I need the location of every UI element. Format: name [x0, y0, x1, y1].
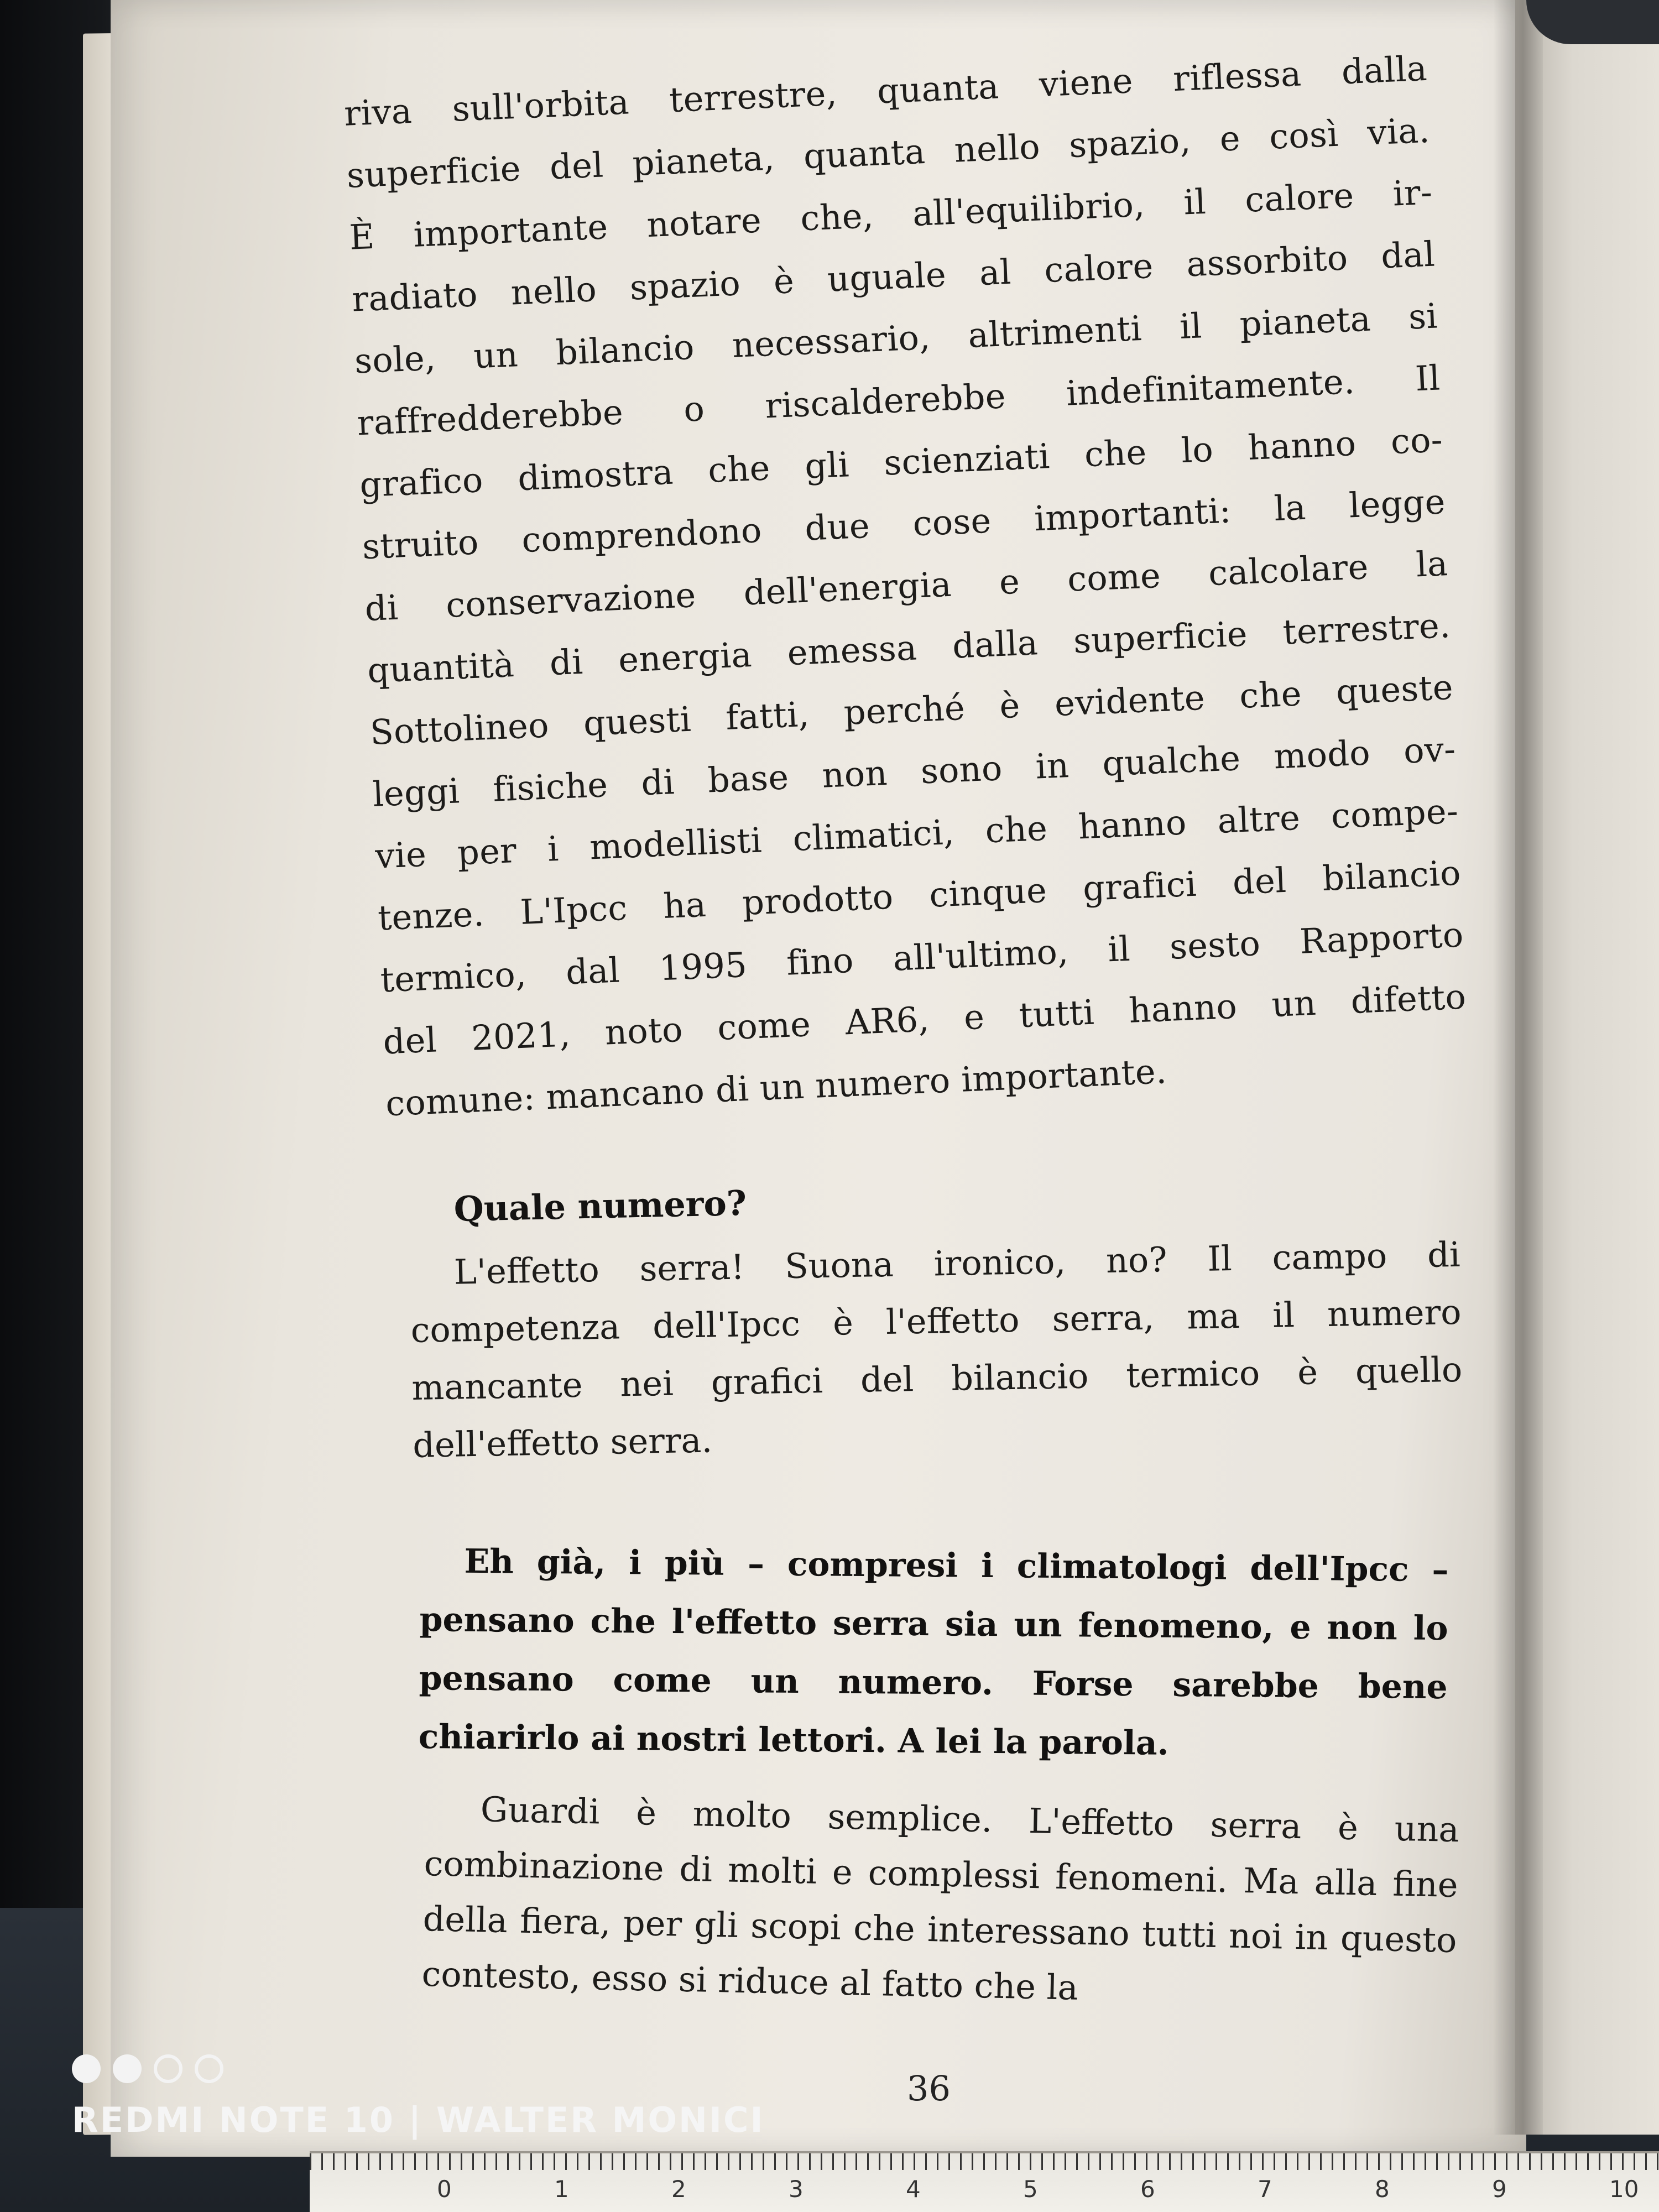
- paragraph-2: [409, 1226, 1464, 1474]
- interview-question: [418, 1532, 1449, 1775]
- paragraph-1-line: comune: mancano di un numero importante.: [384, 1051, 1168, 1124]
- paragraph-3: [421, 1781, 1460, 2023]
- paragraph-2-text: L'effetto serra! Suona ironico, no? Il campo di competenza dell'Ipcc è l'effetto serra, ma il numero mancante nei grafici del bilancio termico è quello dell'effetto serra.: [410, 1234, 1463, 1465]
- ruler-number: 0: [437, 2176, 452, 2203]
- page-number: 36: [907, 2068, 951, 2109]
- ruler-number: 7: [1258, 2176, 1272, 2203]
- paragraph-1-line: vie per i modellisti climatici, che hanno altre compe-: [374, 790, 1459, 877]
- ruler-number: 5: [1023, 2176, 1038, 2203]
- ruler-number: 4: [906, 2176, 921, 2203]
- filled-dot-icon: [72, 2054, 101, 2083]
- paragraph-1-line: struito comprendono due cose importanti: la legge: [361, 481, 1446, 567]
- paragraph-1-line: sole, un bilancio necessario, altrimenti il pianeta si: [353, 295, 1438, 382]
- filled-dot-icon: [113, 2054, 142, 2083]
- ruler-number: 8: [1375, 2176, 1390, 2203]
- camera-watermark: [72, 2054, 901, 2140]
- paragraph-1-line: leggi fisiche di base non sono in qualche modo ov-: [372, 728, 1457, 815]
- section-heading: Quale numero?: [453, 1182, 747, 1229]
- interview-question-text: Eh già, i più – compresi i climatologi dell'Ipcc – pensano che l'effetto serra sia un fenomeno, e non lo pensano come un numero. Forse sarebbe bene chiarirlo ai nostri lettori. A lei la parola.: [418, 1542, 1449, 1763]
- watermark-text: REDMI NOTE 10 | WALTER MONICI: [72, 2100, 765, 2140]
- page-gutter-shadow: [1493, 0, 1543, 2135]
- ruler-number: 3: [789, 2176, 804, 2203]
- ruler-number: 1: [554, 2176, 569, 2203]
- paragraph-1-line: termico, dal 1995 fino all'ultimo, il sesto Rapporto: [379, 914, 1464, 1000]
- paragraph-1-line: superficie del pianeta, quanta nello spazio, e così via.: [346, 109, 1431, 196]
- paragraph-1-line: È importante notare che, all'equilibrio, il calore ir-: [348, 171, 1433, 258]
- paragraph-1-line: Sottolineo questi fatti, perché è evidente che queste: [369, 666, 1454, 753]
- paragraph-1-line: raffredderebbe o riscalderebbe indefinitamente. Il: [356, 357, 1441, 444]
- paragraph-1-line: riva sull'orbita terrestre, quanta viene riflessa dalla: [343, 48, 1428, 134]
- paragraph-1-line: tenze. L'Ipcc ha prodotto cinque grafici del bilancio: [377, 852, 1462, 938]
- paragraph-1-line: radiato nello spazio è uguale al calore assorbito dal: [351, 233, 1436, 320]
- paragraph-1-line: di conservazione dell'energia e come calcolare la: [364, 543, 1449, 629]
- paragraph-3-text: Guardi è molto semplice. L'effetto serra è una combinazione di molti e complessi fenomeni. Ma alla fine della fiera, per gli scopi che interessano tutti noi in questo contesto, esso si riduce al fatto che la: [421, 1789, 1460, 2008]
- paragraph-1-line: del 2021, noto come AR6, e tutti hanno un difetto: [382, 976, 1467, 1062]
- paragraph-1: [343, 38, 1470, 1135]
- paragraph-1-line: grafico dimostra che gli scienziati che lo hanno co-: [358, 419, 1444, 505]
- empty-dot-icon: [154, 2054, 182, 2083]
- ruler-number: 2: [671, 2176, 686, 2203]
- ruler-number: 9: [1492, 2176, 1507, 2203]
- ruler-ticks: [310, 2153, 1659, 2170]
- paragraph-1-line: quantità di energia emessa dalla superficie terrestre.: [367, 605, 1452, 691]
- ruler-number: 6: [1140, 2176, 1155, 2203]
- empty-dot-icon: [195, 2054, 223, 2083]
- watermark-dots: [72, 2054, 901, 2083]
- ruler: [310, 2151, 1659, 2212]
- ruler-number: 10: [1609, 2176, 1639, 2203]
